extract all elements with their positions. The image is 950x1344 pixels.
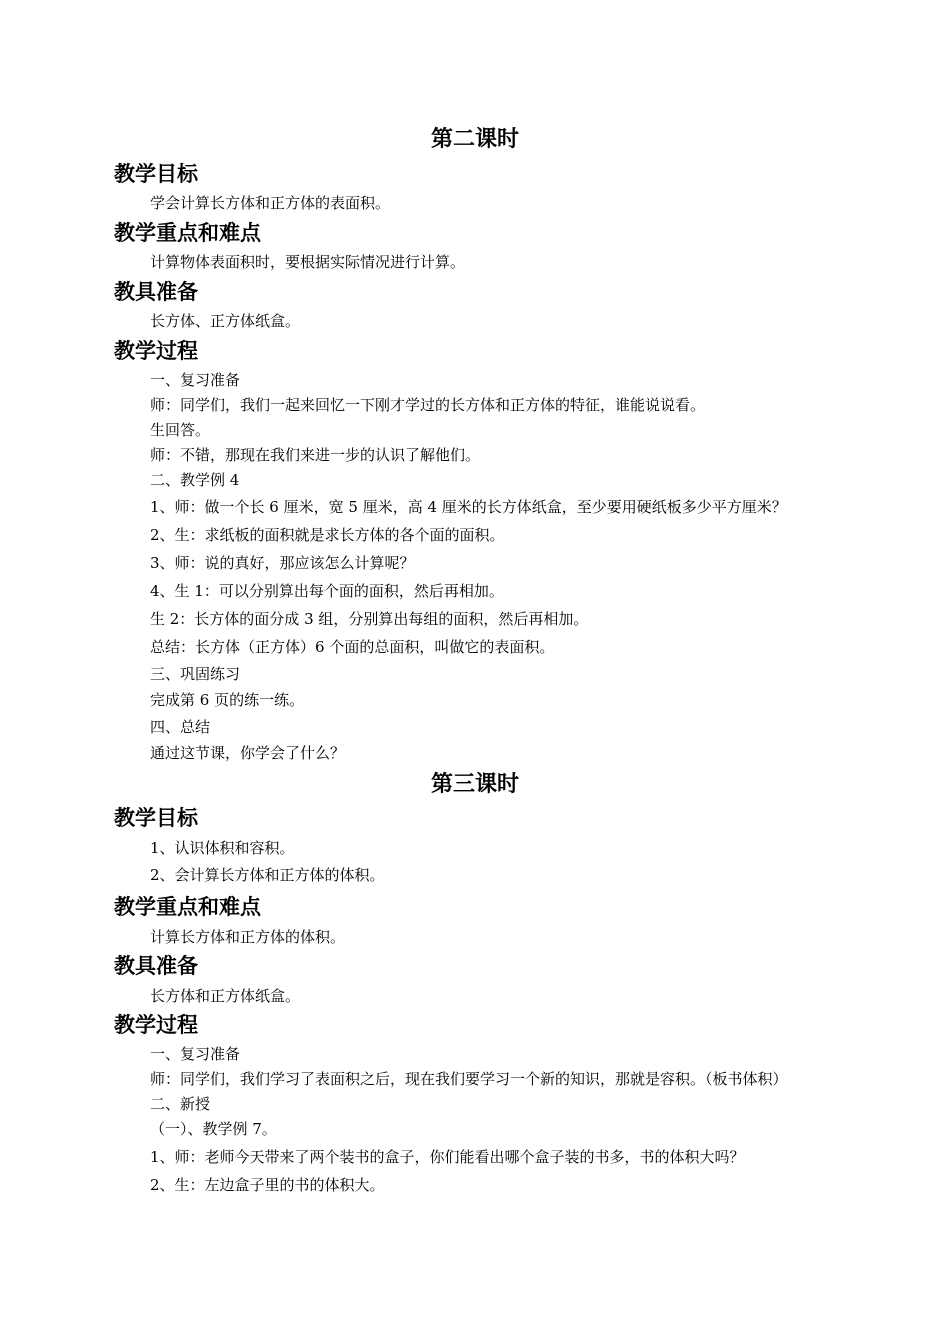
- lesson2-heading-process: 教学过程: [114, 338, 198, 363]
- process-line: 一、复习准备: [150, 1045, 241, 1063]
- lesson3-heading-key: 教学重点和难点: [114, 894, 261, 919]
- process-line: 师：同学们，我们一起来回忆一下刚才学过的长方体和正方体的特征，谁能说说看。: [150, 396, 706, 414]
- process-line: 二、教学例 4: [150, 471, 240, 489]
- process-line: 完成第 6 页的练一练。: [150, 691, 305, 709]
- lesson2-title: 第二课时: [430, 126, 519, 152]
- process-line: 二、新授: [150, 1095, 211, 1113]
- lesson2-heading-tools: 教具准备: [114, 279, 198, 304]
- lesson2-goal: 学会计算长方体和正方体的表面积。: [150, 194, 391, 212]
- process-line: 生 2：长方体的面分成 3 组，分别算出每组的面积，然后再相加。: [150, 610, 589, 628]
- process-line: 四、总结: [150, 718, 211, 736]
- lesson2-heading-goal: 教学目标: [114, 161, 198, 186]
- process-line: 一、复习准备: [150, 371, 241, 389]
- process-line: 三、巩固练习: [150, 665, 241, 683]
- process-line: 1、师：做一个长 6 厘米，宽 5 厘米，高 4 厘米的长方体纸盒，至少要用硬纸板多少平方厘米？: [150, 498, 787, 516]
- lesson3-key: 计算长方体和正方体的体积。: [150, 928, 346, 946]
- lesson3-heading-process: 教学过程: [114, 1012, 198, 1037]
- process-line: 师：同学们，我们学习了表面积之后，现在我们要学习一个新的知识，那就是容积。（板书体积）: [150, 1070, 788, 1088]
- process-line: 1、师：老师今天带来了两个装书的盒子，你们能看出哪个盒子装的书多，书的体积大吗？: [150, 1148, 745, 1166]
- lesson3-goal: 1、认识体积和容积。: [150, 839, 295, 857]
- process-line: 3、师：说的真好，那应该怎么计算呢？: [150, 554, 415, 572]
- process-line: 2、生：左边盒子里的书的体积大。: [150, 1176, 385, 1194]
- lesson3-heading-goal: 教学目标: [114, 805, 198, 830]
- process-line: 生回答。: [150, 421, 211, 439]
- lesson3-goal: 2、会计算长方体和正方体的体积。: [150, 866, 385, 884]
- lesson2-tools: 长方体、正方体纸盒。: [150, 312, 301, 330]
- lesson3-title: 第三课时: [430, 771, 519, 797]
- process-line: （一）、教学例 7。: [150, 1120, 277, 1138]
- process-line: 总结：长方体（正方体）6 个面的总面积，叫做它的表面积。: [150, 638, 555, 656]
- process-line: 4、生 1：可以分别算出每个面的面积，然后再相加。: [150, 582, 504, 600]
- lesson2-key: 计算物体表面积时，要根据实际情况进行计算。: [150, 253, 466, 271]
- lesson3-tools: 长方体和正方体纸盒。: [150, 987, 301, 1005]
- lesson2-heading-key: 教学重点和难点: [114, 220, 261, 245]
- process-line: 通过这节课，你学会了什么？: [150, 744, 346, 762]
- process-line: 师：不错，那现在我们来进一步的认识了解他们。: [150, 446, 481, 464]
- lesson3-heading-tools: 教具准备: [114, 953, 198, 978]
- process-line: 2、生：求纸板的面积就是求长方体的各个面的面积。: [150, 526, 505, 544]
